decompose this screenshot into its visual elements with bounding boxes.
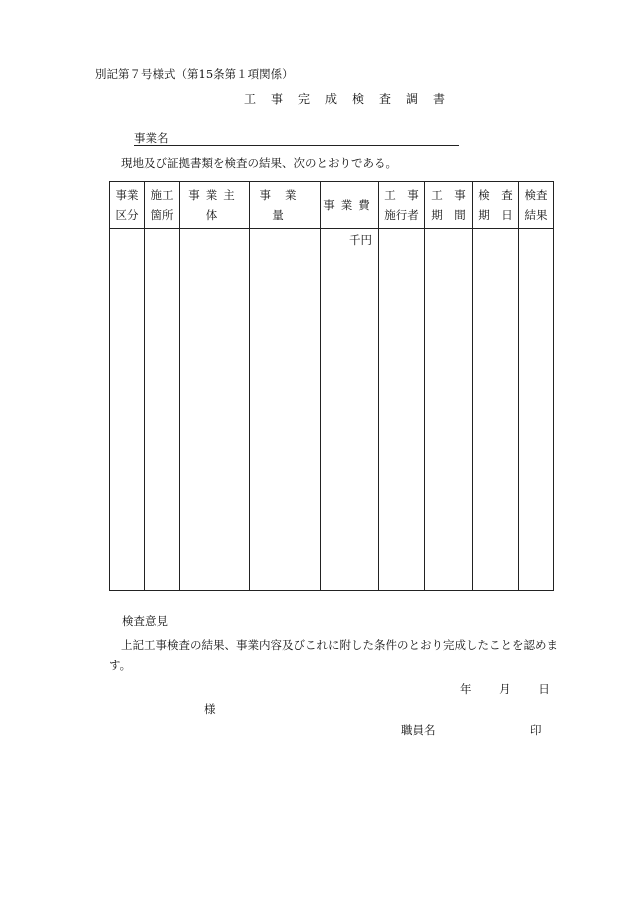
col-header-work-period: 工 事 期 間 xyxy=(425,182,473,229)
col-header-project-cost: 事業費 xyxy=(321,182,379,229)
cell-project-volume[interactable] xyxy=(250,229,321,591)
date-field[interactable] xyxy=(460,681,550,697)
col-header-project-entity: 事業主体 xyxy=(180,182,250,229)
col-header-project-volume: 事業量 xyxy=(250,182,321,229)
cell-work-period[interactable] xyxy=(425,229,473,591)
inspection-table xyxy=(109,181,554,591)
cell-inspection-result[interactable] xyxy=(519,229,554,591)
addressee-suffix: 様 xyxy=(204,702,216,716)
statement-line-2: す。 xyxy=(109,658,132,672)
table-header-row xyxy=(110,182,554,229)
staff-name-label: 職員名 xyxy=(401,723,436,737)
col-header-contractor: 工 事 施行者 xyxy=(379,182,425,229)
statement-line-1: 上記工事検査の結果、事業内容及びこれに附した条件のとおり完成したことを認めま xyxy=(121,638,558,652)
document-title: 工事完成検査調書 xyxy=(244,92,461,106)
table-row xyxy=(110,229,554,591)
form-reference: 別記第７号様式（第15条第１項関係） xyxy=(95,67,294,81)
seal-mark: 印 xyxy=(530,723,542,737)
project-name-field[interactable] xyxy=(134,145,459,146)
date-day-label: 日 xyxy=(538,682,550,696)
col-header-project-type: 事業 区分 xyxy=(110,182,145,229)
cell-inspection-date[interactable] xyxy=(473,229,519,591)
intro-text: 現地及び証拠書類を検査の結果、次のとおりである。 xyxy=(121,156,397,170)
date-month-label: 月 xyxy=(499,682,511,696)
cell-contractor[interactable] xyxy=(379,229,425,591)
cell-project-type[interactable] xyxy=(110,229,145,591)
cost-unit: 千円 xyxy=(349,233,372,247)
col-header-site: 施工 箇所 xyxy=(145,182,180,229)
cell-project-entity[interactable] xyxy=(180,229,250,591)
cell-site[interactable] xyxy=(145,229,180,591)
col-header-inspection-result: 検査 結果 xyxy=(519,182,554,229)
inspection-opinion-label: 検査意見 xyxy=(122,614,168,628)
date-year-label: 年 xyxy=(460,682,472,696)
project-name-label: 事業名 xyxy=(134,131,169,145)
col-header-inspection-date: 検 査 期 日 xyxy=(473,182,519,229)
cell-project-cost[interactable] xyxy=(321,229,379,591)
